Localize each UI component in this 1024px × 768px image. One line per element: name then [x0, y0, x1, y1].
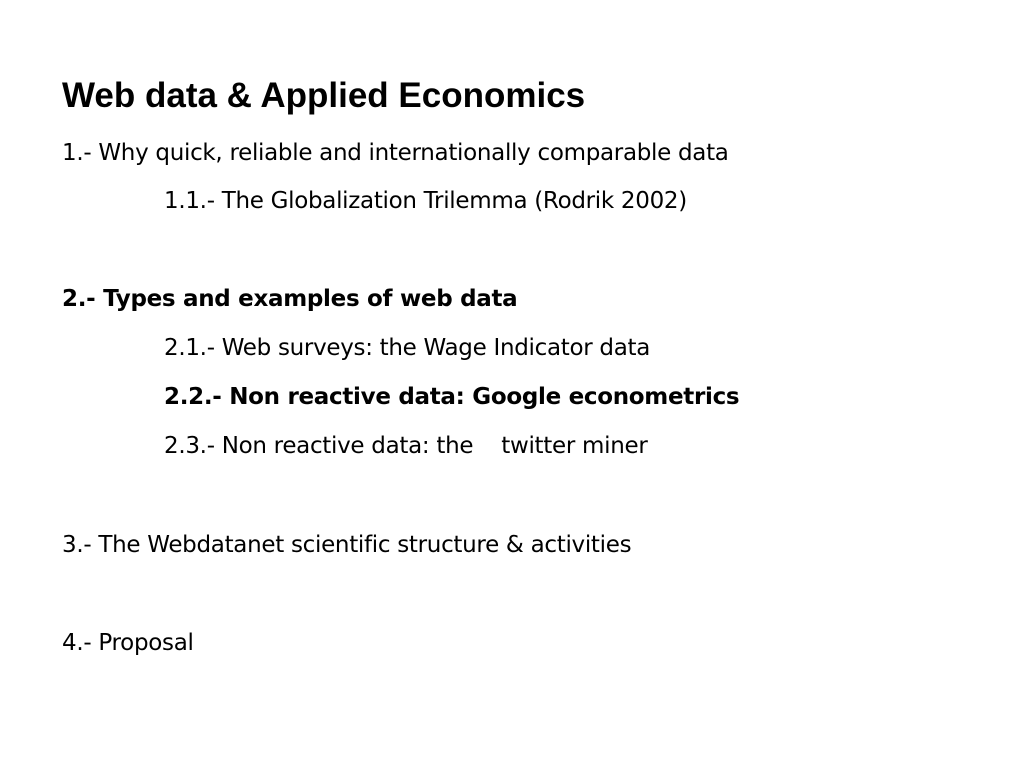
outline-item-4: 4.- Proposal: [62, 630, 194, 656]
slide-title: Web data & Applied Economics: [62, 76, 586, 115]
outline-item-1: 1.- Why quick, reliable and internationally comparable data: [62, 140, 729, 166]
outline-item-3: 3.- The Webdatanet scientific structure & activities: [62, 532, 632, 558]
outline-item-2-3: 2.3.- Non reactive data: the twitter miner: [164, 433, 648, 459]
outline-item-2: 2.- Types and examples of web data: [62, 286, 518, 312]
outline-item-2-1: 2.1.- Web surveys: the Wage Indicator data: [164, 335, 651, 361]
outline-item-1-1: 1.1.- The Globalization Trilemma (Rodrik 2002): [164, 188, 687, 214]
outline-item-2-2: 2.2.- Non reactive data: Google econometrics: [164, 384, 740, 410]
